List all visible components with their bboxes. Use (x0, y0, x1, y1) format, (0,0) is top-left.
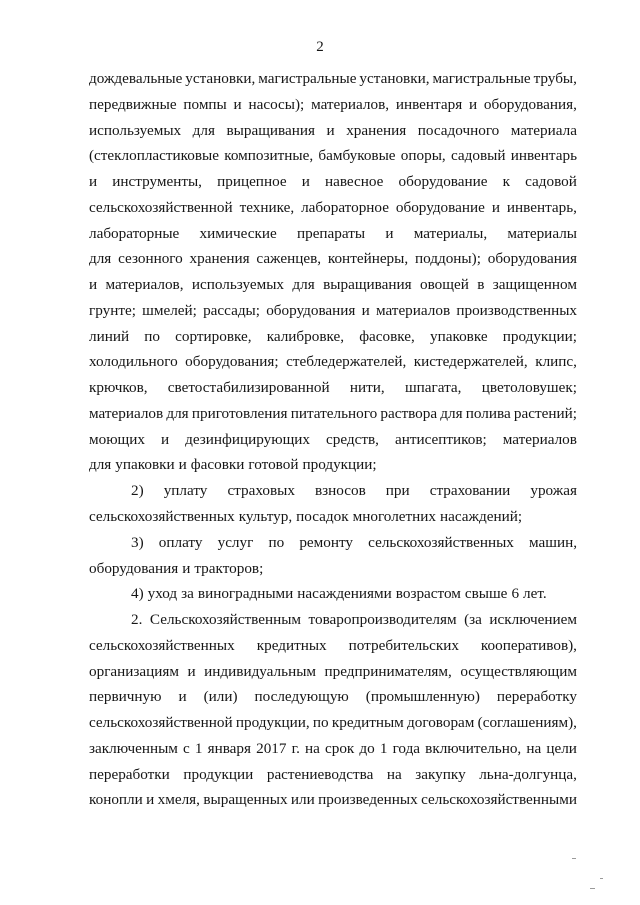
word: хранения (346, 121, 407, 139)
text-line (89, 684, 577, 710)
text-line (89, 787, 577, 813)
text-line (89, 581, 577, 607)
word: раствора (380, 404, 438, 422)
word: 2) (131, 482, 144, 500)
word: бамбуковые (318, 147, 396, 165)
word: средств, (326, 430, 379, 448)
word: фасовки (190, 456, 245, 474)
word: магистральные (258, 70, 357, 87)
word: готовой (248, 456, 299, 474)
word: посадок (296, 508, 349, 526)
word: (стеклопластиковые (89, 147, 219, 165)
word: услуг (217, 533, 254, 551)
text-line (89, 92, 577, 118)
word: сельскохозяйственной (89, 198, 233, 216)
word: лет. (523, 585, 547, 603)
text-line (89, 298, 577, 324)
word: потребительских (348, 636, 459, 654)
word: грунте; (89, 301, 136, 319)
text-line (89, 530, 577, 556)
text-line (89, 375, 577, 401)
word: и (468, 95, 478, 113)
text-line (89, 66, 577, 92)
word: фасовке, (359, 327, 415, 345)
word: оборудование (395, 198, 485, 216)
word: и (361, 301, 370, 319)
text-line (89, 324, 577, 350)
word: 1 (194, 739, 203, 757)
word: исключением (489, 611, 577, 629)
word: взносов (314, 482, 366, 500)
word: и (233, 95, 242, 113)
word: стебледержателей, (286, 353, 407, 371)
word: оборудования (487, 250, 577, 268)
word: полива (465, 404, 511, 422)
text-line (89, 272, 577, 298)
word: организациям (89, 662, 180, 680)
text-line (89, 169, 577, 195)
text-line (89, 736, 577, 762)
word: первичную (89, 688, 162, 706)
word: по (312, 714, 329, 732)
word: материалы (507, 224, 577, 242)
text-line (89, 143, 577, 169)
word: многолетних (352, 508, 437, 526)
word: инвентаря (395, 95, 463, 113)
word: цели (546, 739, 577, 757)
text-line (89, 349, 577, 375)
word: договорам (407, 714, 475, 732)
text-line (89, 118, 577, 144)
word: рассады; (203, 301, 260, 319)
word: для (89, 456, 112, 474)
word: упаковке (430, 327, 488, 345)
word: страховании (429, 482, 511, 500)
word: до (359, 739, 375, 757)
word: садовый (450, 147, 506, 165)
word: для (292, 276, 315, 294)
word: и (89, 276, 98, 294)
word: машин, (529, 533, 577, 551)
word: последующую (254, 688, 349, 706)
word: препараты (296, 224, 366, 242)
word: к (502, 173, 511, 191)
word: нити, (349, 379, 385, 397)
word: инвентарь (510, 147, 577, 165)
word: в (477, 276, 485, 294)
word: переработки (89, 765, 170, 783)
word: закупку (415, 765, 466, 783)
word: предпринимателям, (324, 662, 452, 680)
word: материалов, (105, 276, 184, 294)
word: производственных (456, 301, 577, 319)
word: шпагата, (404, 379, 462, 397)
word: антисептиков; (394, 430, 487, 448)
word: за (181, 585, 194, 603)
word: при (385, 482, 410, 500)
word: возрастом (395, 585, 461, 603)
word: оборудование (398, 173, 488, 191)
word: трубы, (533, 70, 577, 87)
word: оборудования; (185, 353, 279, 371)
word: оборудования, (483, 95, 577, 113)
word: клипс, (535, 353, 577, 371)
word: сортировке, (175, 327, 252, 345)
word: выращенных (203, 791, 288, 809)
word: или (290, 791, 315, 809)
word: продукции, (235, 714, 310, 732)
word: овощей (420, 276, 469, 294)
word: оплату (158, 533, 203, 551)
word: для (440, 404, 463, 422)
word: 6 (511, 585, 520, 603)
word: материалов (375, 301, 451, 319)
word: осуществляющим (460, 662, 577, 680)
text-line (89, 401, 577, 427)
word: саженцев, (256, 250, 322, 268)
word: года (392, 739, 421, 757)
text-line (89, 452, 577, 478)
text-line (89, 221, 577, 247)
word: питательного (290, 404, 378, 422)
word: магистральные (432, 70, 531, 87)
text-line (89, 195, 577, 221)
word: кредитным (331, 714, 404, 732)
word: прицепное (217, 173, 287, 191)
word: и (491, 198, 500, 216)
word: растениеводства (266, 765, 374, 783)
word: и (160, 430, 170, 448)
word: (или) (203, 688, 238, 706)
word: по (268, 533, 285, 551)
text-line (89, 478, 577, 504)
word: страховых (227, 482, 295, 500)
word: цветоловушек; (481, 379, 577, 397)
word: линий (89, 327, 130, 345)
word: и (301, 173, 310, 191)
word: и (326, 121, 335, 139)
text-line (89, 427, 577, 453)
word: по (144, 327, 160, 345)
word: поддоны); (414, 250, 481, 268)
word: и (89, 173, 98, 191)
word: сельскохозяйственных (368, 533, 514, 551)
word: 2. (131, 611, 143, 629)
word: химические (199, 224, 277, 242)
word: используемых (89, 121, 182, 139)
word: и (385, 224, 394, 242)
word: навесное (324, 173, 384, 191)
word: дезинфицирующих (185, 430, 310, 448)
word: приготовления (191, 404, 288, 422)
word: и (178, 456, 187, 474)
word: упаковки (115, 456, 175, 474)
word: лабораторное (301, 198, 389, 216)
text-line (89, 633, 577, 659)
word: ремонту (299, 533, 354, 551)
word: сельскохозяйственных (89, 508, 235, 526)
word: продукции (183, 765, 254, 783)
word: продукции; (302, 456, 377, 474)
word: используемых (191, 276, 285, 294)
word: материала (510, 121, 577, 139)
word: (промышленную) (365, 688, 480, 706)
word: и (182, 559, 191, 577)
word: садовой (525, 173, 577, 191)
word: виноградными (197, 585, 294, 603)
word: помпы (183, 95, 227, 113)
word: для (89, 250, 112, 268)
word: установки, (359, 70, 430, 87)
word: выращивания (226, 121, 315, 139)
word: включительно, (425, 739, 522, 757)
word: сельскохозяйственными (421, 791, 577, 809)
word: насосы); (248, 95, 305, 113)
text-line (89, 762, 577, 788)
word: 2017 (256, 739, 287, 757)
word: калибровке, (266, 327, 345, 345)
word: установки, (185, 70, 256, 87)
word: инвентарь, (506, 198, 577, 216)
word: выращивания (323, 276, 412, 294)
word: для (166, 404, 189, 422)
word: кредитных (256, 636, 327, 654)
word: для (192, 121, 215, 139)
text-line (89, 607, 577, 633)
scan-artifact (600, 878, 603, 879)
page-number: 2 (316, 39, 324, 55)
word: (соглашениям), (477, 714, 577, 732)
word: уплату (163, 482, 208, 500)
word: и (187, 662, 196, 680)
word: конопли (89, 791, 143, 809)
word: на (526, 739, 542, 757)
word: насаждениями (297, 585, 392, 603)
word: срок (325, 739, 355, 757)
word: 1 (379, 739, 388, 757)
word: материалы, (413, 224, 488, 242)
word: передвижные (89, 95, 177, 113)
word: с (183, 739, 190, 757)
word: материалов, (311, 95, 390, 113)
word: дождевальные (89, 70, 183, 87)
word: моющих (89, 430, 145, 448)
text-line (89, 556, 577, 582)
word: (за (464, 611, 482, 629)
word: шмелей; (142, 301, 197, 319)
word: сельскохозяйственной (89, 714, 233, 732)
word: культур, (238, 508, 293, 526)
word: материалов (502, 430, 577, 448)
word: тракторов; (194, 559, 264, 577)
word: кооперативов), (480, 636, 577, 654)
word: крючков, (89, 379, 148, 397)
word: января (207, 739, 251, 757)
word: материалов (89, 404, 164, 422)
word: оборудования (89, 559, 179, 577)
word: переработку (496, 688, 577, 706)
word: товаропроизводителям (308, 611, 457, 629)
word: на (305, 739, 320, 757)
word: инструменты, (112, 173, 202, 191)
word: холодильного (89, 353, 178, 371)
word: лабораторные (89, 224, 180, 242)
word: индивидуальным (204, 662, 317, 680)
text-line (89, 504, 577, 530)
word: композитные, (224, 147, 314, 165)
word: технике, (239, 198, 295, 216)
text-line (89, 710, 577, 736)
word: 4) (131, 585, 144, 603)
word: произведенных (318, 791, 418, 809)
word: хранения (189, 250, 250, 268)
scan-artifact (590, 888, 595, 889)
word: хмеля, (157, 791, 200, 809)
word: заключенным (89, 739, 178, 757)
word: продукции; (502, 327, 577, 345)
word: кистедержателей, (413, 353, 528, 371)
text-line (89, 246, 577, 272)
word: защищенном (492, 276, 577, 294)
word: Сельскохозяйственным (149, 611, 302, 629)
word: оборудования (266, 301, 356, 319)
body-text (89, 66, 577, 813)
word: уход (147, 585, 178, 603)
word: 3) (131, 533, 144, 551)
word: г. (291, 739, 300, 757)
word: светостабилизированной (167, 379, 330, 397)
scan-artifact (572, 858, 576, 859)
word: льна-долгунца, (479, 765, 577, 783)
word: посадочного (417, 121, 500, 139)
word: и (146, 791, 155, 809)
word: свыше (464, 585, 508, 603)
word: опоры, (400, 147, 446, 165)
word: сезонного (118, 250, 183, 268)
word: насаждений; (440, 508, 523, 526)
word: и (178, 688, 187, 706)
word: растений; (513, 404, 577, 422)
word: контейнеры, (327, 250, 409, 268)
word: на (386, 765, 402, 783)
word: сельскохозяйственных (89, 636, 235, 654)
word: урожая (530, 482, 577, 500)
text-line (89, 659, 577, 685)
